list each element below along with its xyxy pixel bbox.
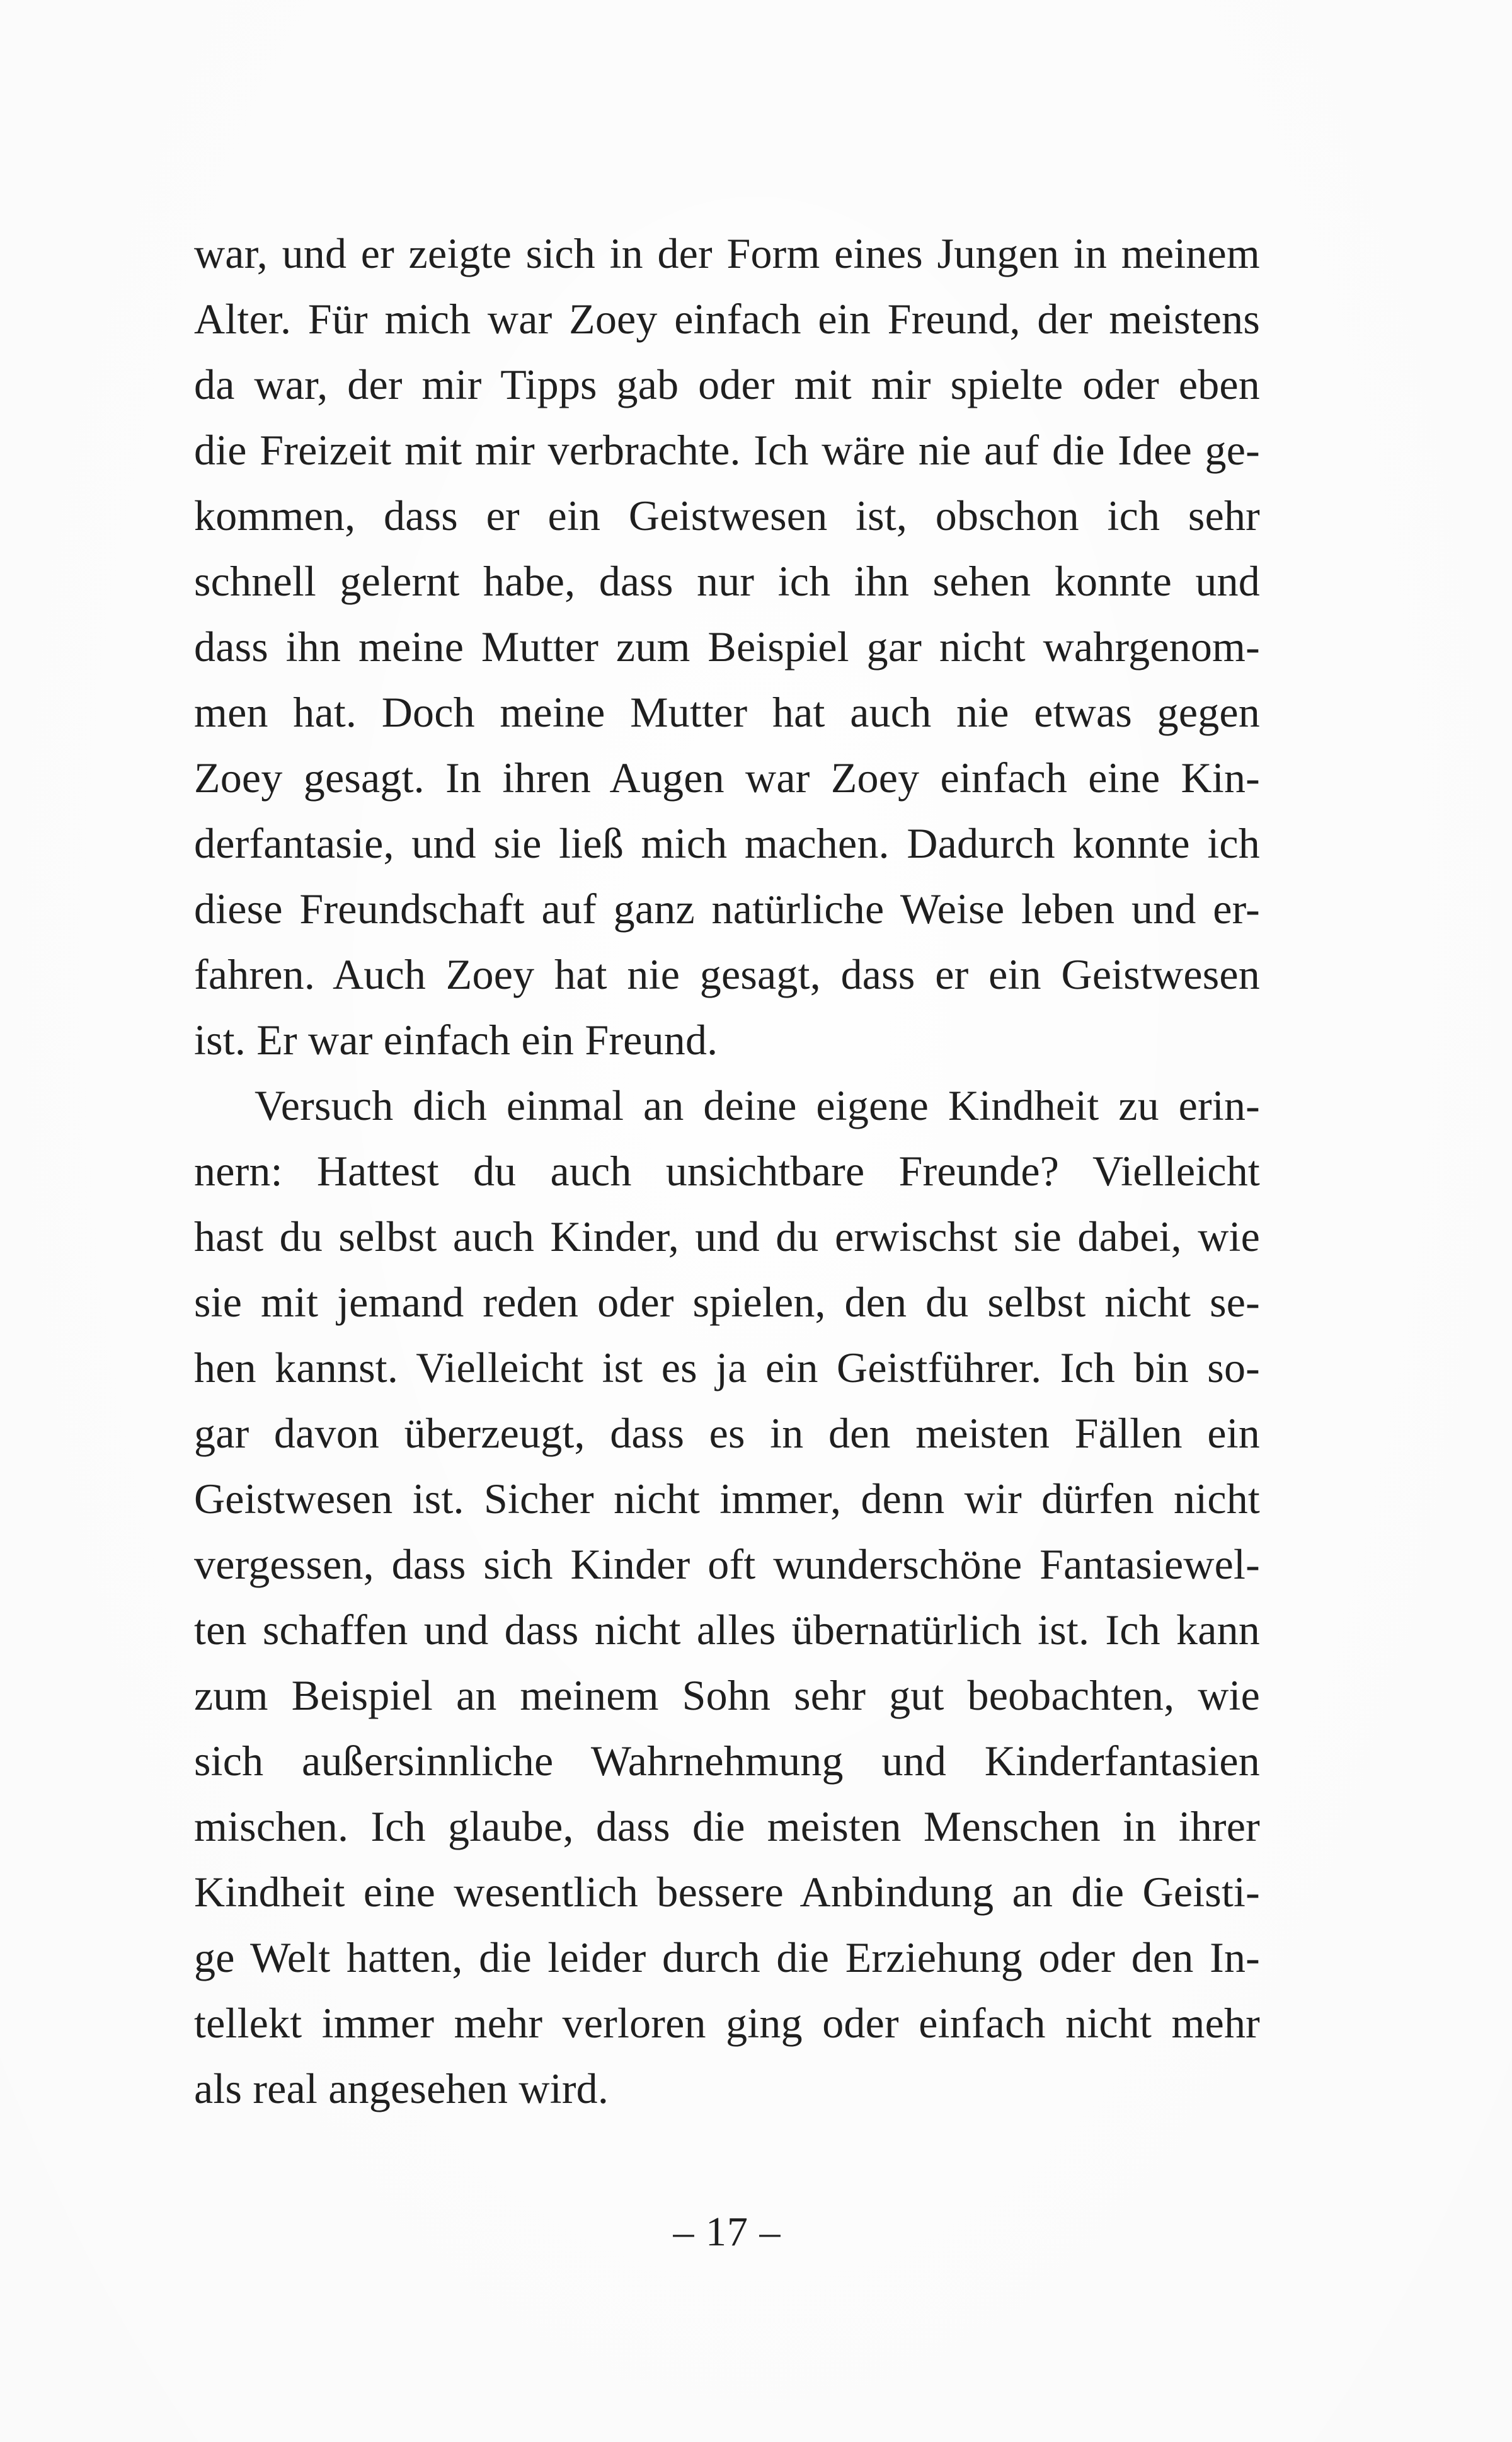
text-line: vergessen, dass sich Kinder oft wunderschöne Fantasiewel- bbox=[194, 1540, 1260, 1588]
text-line: als real angesehen wird. bbox=[194, 2065, 609, 2112]
text-line: ge Welt hatten, die leider durch die Erziehung oder den In- bbox=[194, 1933, 1260, 1981]
text-line: hen kannst. Vielleicht ist es ja ein Geistführer. Ich bin so- bbox=[194, 1344, 1260, 1391]
text-line: da war, der mir Tipps gab oder mit mir spielte oder eben bbox=[194, 360, 1260, 408]
text-line: die Freizeit mit mir verbrachte. Ich wäre nie auf die Idee ge- bbox=[194, 426, 1260, 474]
text-line: Alter. Für mich war Zoey einfach ein Freund, der meistens bbox=[194, 295, 1260, 343]
text-block bbox=[194, 221, 1260, 2121]
text-line: diese Freundschaft auf ganz natürliche Weise leben und er- bbox=[194, 885, 1260, 933]
text-line: tellekt immer mehr verloren ging oder einfach nicht mehr bbox=[194, 1999, 1260, 2047]
text-line: Kindheit eine wesentlich bessere Anbindung an die Geisti- bbox=[194, 1868, 1260, 1916]
page-number: – 17 – bbox=[673, 2209, 781, 2255]
text-line: ten schaffen und dass nicht alles übernatürlich ist. Ich kann bbox=[194, 1606, 1260, 1654]
text-line: ist. Er war einfach ein Freund. bbox=[194, 1016, 718, 1064]
text-line: sich außersinnliche Wahrnehmung und Kinderfantasien bbox=[194, 1737, 1260, 1785]
text-line: schnell gelernt habe, dass nur ich ihn sehen konnte und bbox=[194, 557, 1260, 605]
paragraph-1 bbox=[194, 221, 1260, 1073]
text-line: gar davon überzeugt, dass es in den meisten Fällen ein bbox=[194, 1409, 1260, 1457]
text-line: zum Beispiel an meinem Sohn sehr gut beobachten, wie bbox=[194, 1671, 1260, 1719]
text-line: Versuch dich einmal an deine eigene Kindheit zu erin- bbox=[255, 1081, 1260, 1129]
paragraph-2 bbox=[194, 1073, 1260, 2121]
text-line: dass ihn meine Mutter zum Beispiel gar nicht wahrgenom- bbox=[194, 623, 1260, 671]
text-line: mischen. Ich glaube, dass die meisten Menschen in ihrer bbox=[194, 1802, 1260, 1850]
text-line: derfantasie, und sie ließ mich machen. Dadurch konnte ich bbox=[194, 819, 1260, 867]
text-line: Geistwesen ist. Sicher nicht immer, denn wir dürfen nicht bbox=[194, 1475, 1260, 1523]
text-line: nern: Hattest du auch unsichtbare Freunde? Vielleicht bbox=[194, 1147, 1260, 1195]
text-line: kommen, dass er ein Geistwesen ist, obschon ich sehr bbox=[194, 492, 1260, 539]
text-line: men hat. Doch meine Mutter hat auch nie etwas gegen bbox=[194, 688, 1260, 736]
text-line: fahren. Auch Zoey hat nie gesagt, dass er ein Geistwesen bbox=[194, 950, 1260, 998]
text-line: war, und er zeigte sich in der Form eines Jungen in meinem bbox=[194, 229, 1260, 277]
text-line: Zoey gesagt. In ihren Augen war Zoey einfach eine Kin- bbox=[194, 754, 1260, 802]
text-line: hast du selbst auch Kinder, und du erwischst sie dabei, wie bbox=[194, 1212, 1260, 1260]
text-line: sie mit jemand reden oder spielen, den du selbst nicht se- bbox=[194, 1278, 1260, 1326]
